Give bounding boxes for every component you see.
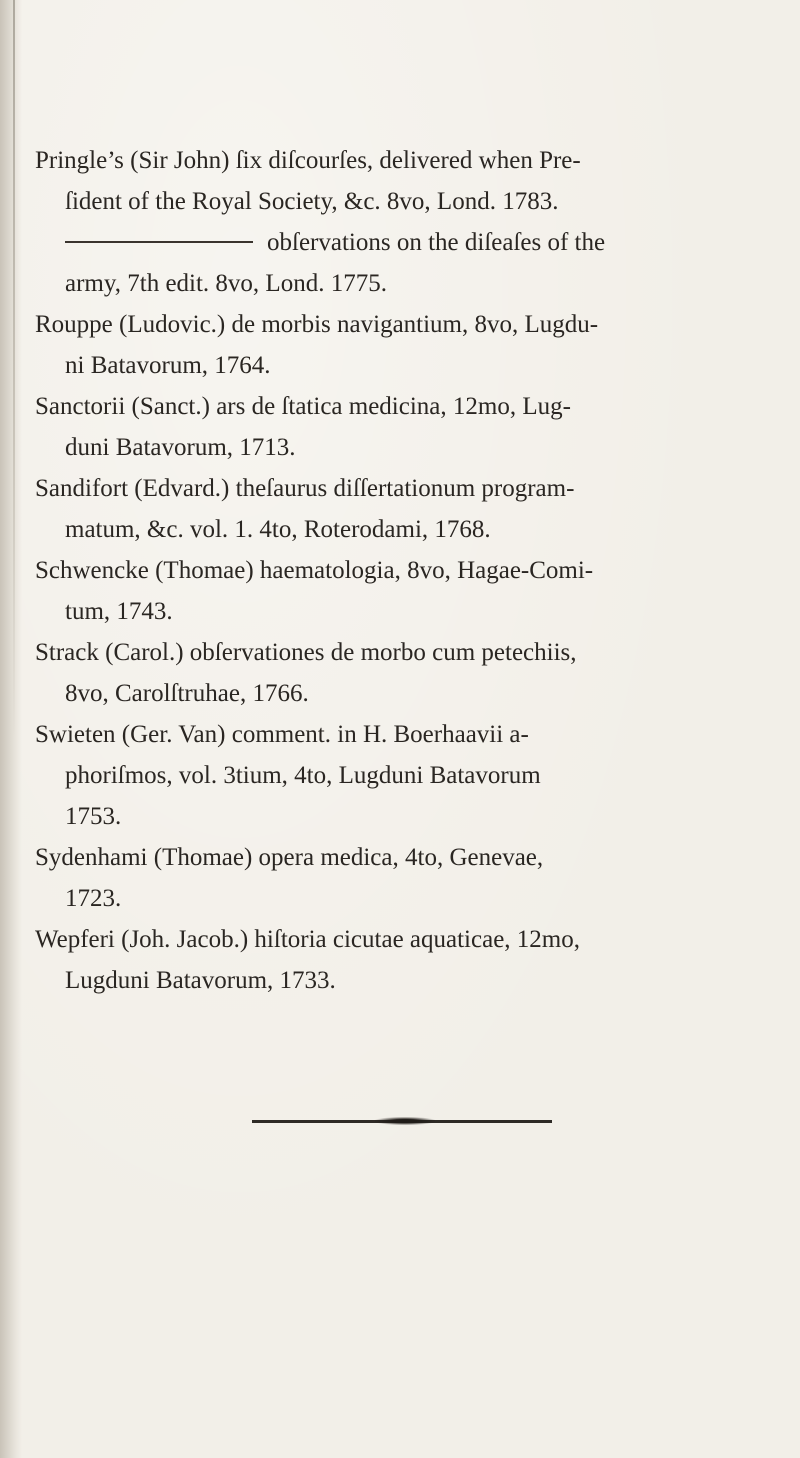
bibliography-entry-schwencke xyxy=(35,550,775,632)
entry-line: Pringle’s (Sir John) ſix diſcourſes, delivered when Pre- xyxy=(35,147,581,174)
page-gutter-edge xyxy=(13,0,15,740)
entry-line: tum, 1743. xyxy=(65,598,173,625)
entry-line: Rouppe (Ludovic.) de morbis navigantium, 8vo, Lugdu- xyxy=(35,311,599,338)
bibliography-entry-sanctorii xyxy=(35,386,775,468)
bibliography-entry-rouppe xyxy=(35,304,775,386)
entry-line: 1753. xyxy=(65,803,122,830)
bibliography-entry-swieten xyxy=(35,714,775,837)
entry-line: Sydenhami (Thomae) opera medica, 4to, Genevae, xyxy=(35,844,544,871)
bibliography-entry-sydenhami xyxy=(35,837,775,919)
page-gutter-shadow xyxy=(0,0,22,1458)
bibliography-entry-strack xyxy=(35,632,775,714)
entry-line: 1723. xyxy=(65,885,122,912)
entry-line: Schwencke (Thomae) haematologia, 8vo, Hagae-Comi- xyxy=(35,557,594,584)
entry-line: Strack (Carol.) obſervationes de morbo cum petechiis, xyxy=(35,639,577,666)
bibliography-entry-sandifort xyxy=(35,468,775,550)
entry-line: Sanctorii (Sanct.) ars de ſtatica medicina, 12mo, Lug- xyxy=(35,393,571,420)
entry-line: 8vo, Carolſtruhae, 1766. xyxy=(65,680,309,707)
entry-line-text: obſervations on the diſeaſes of the xyxy=(267,229,606,256)
entry-line: ſident of the Royal Society, &c. 8vo, Lond. 1783. xyxy=(65,188,559,215)
bibliography-entry-pringle-discourses xyxy=(35,140,775,222)
bibliography-entry-pringle-observations xyxy=(35,222,775,304)
entry-line: ni Batavorum, 1764. xyxy=(65,352,271,379)
entry-line: Sandifort (Edvard.) theſaurus diſſertationum program- xyxy=(35,475,575,502)
entry-line: Swieten (Ger. Van) comment. in H. Boerhaavii a- xyxy=(35,721,529,748)
entry-line-ditto xyxy=(35,222,775,263)
ditto-rule xyxy=(65,241,253,243)
bibliography-entry-wepferi xyxy=(35,919,775,1001)
entry-line: matum, &c. vol. 1. 4to, Roterodami, 1768. xyxy=(65,516,491,543)
entry-line: phoriſmos, vol. 3tium, 4to, Lugduni Batavorum xyxy=(65,762,541,789)
entry-line: Wepferi (Joh. Jacob.) hiſtoria cicutae aquaticae, 12mo, xyxy=(35,926,580,953)
entry-line: army, 7th edit. 8vo, Lond. 1775. xyxy=(65,270,387,297)
section-end-rule-ornament xyxy=(375,1117,435,1125)
entry-line: Lugduni Batavorum, 1733. xyxy=(65,967,336,994)
entry-line: duni Batavorum, 1713. xyxy=(65,434,296,461)
